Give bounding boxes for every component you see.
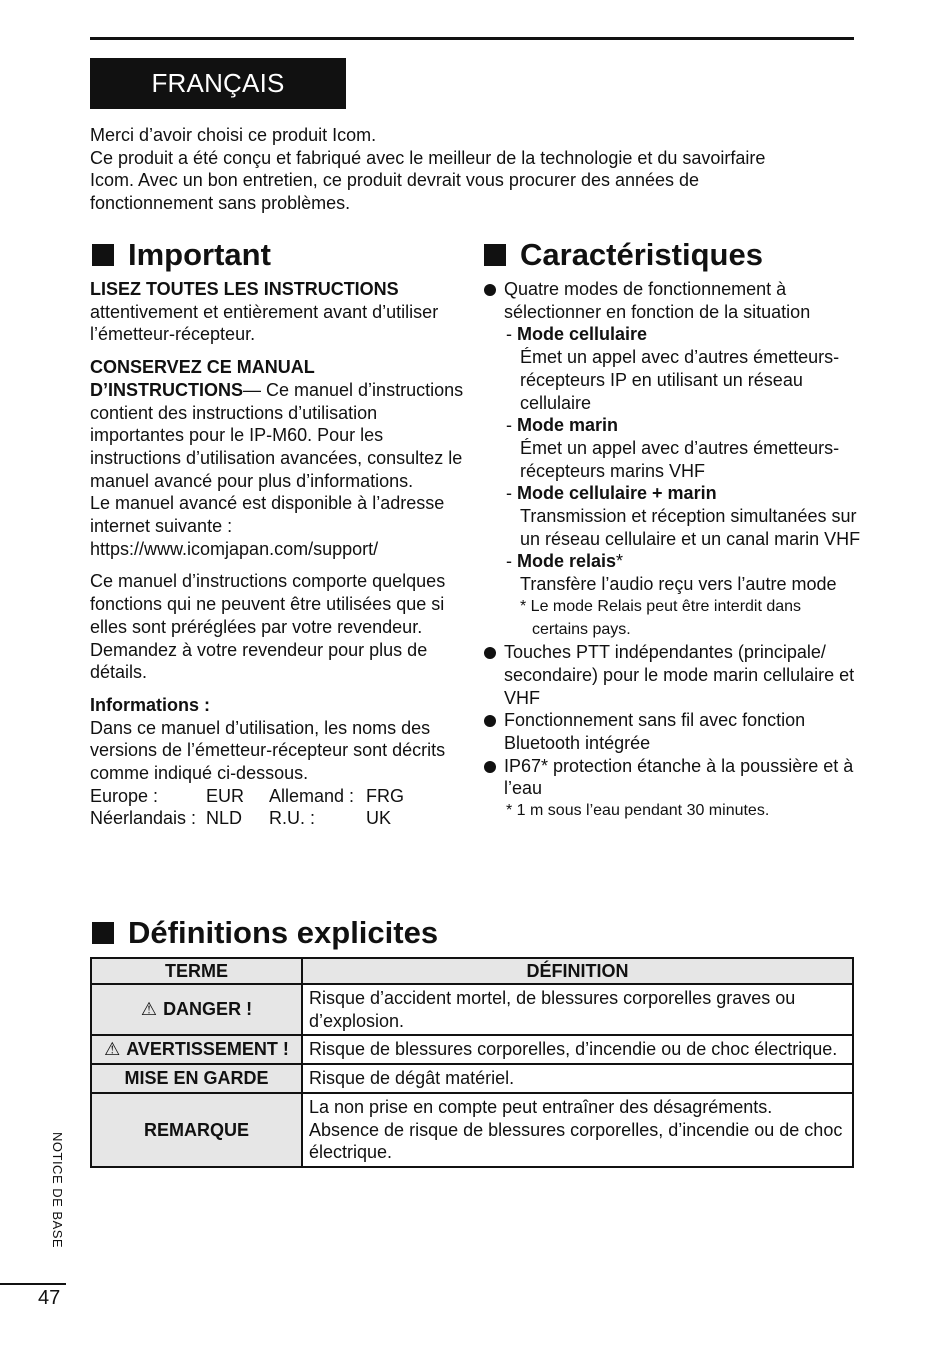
- read-heading: LISEZ TOUTES LES INSTRUCTIONS: [90, 279, 399, 299]
- intro-line: Icom. Avec un bon entretien, ce produit devrait vous procurer des années de: [90, 170, 700, 191]
- version-name: Allemand :: [269, 785, 355, 806]
- mode-description: Émet un appel avec d’autres émetteurs-récepteurs IP en utilisant un réseau cellulaire: [520, 347, 840, 413]
- mode-name: Mode cellulaire + marin: [517, 483, 717, 504]
- round-bullet-icon: [484, 761, 496, 773]
- dealer-text: Ce manuel d’instructions comporte quelques fonctions qui ne peuvent être utilisées que si elles sont préréglées par votre revendeur. Demandez à votre revendeur pour plus de détails.: [90, 571, 446, 683]
- warning-triangle-icon: ⚠: [104, 1039, 121, 1060]
- relay-note-cont: certains pays.: [532, 620, 631, 638]
- version-code: NLD: [206, 808, 243, 829]
- page-number-rule: [0, 1283, 66, 1285]
- feature-text: Touches PTT indépendantes (principale/ secondaire) pour le mode marin cellulaire et VHF: [504, 642, 855, 708]
- features-heading: [482, 236, 862, 274]
- term-cell: [91, 1093, 302, 1167]
- square-bullet-icon: [484, 244, 506, 266]
- mode-description: Transfère l’audio reçu vers l’autre mode: [520, 574, 837, 595]
- top-rule: [90, 37, 854, 40]
- version-list: [90, 785, 470, 830]
- feature-text: Quatre modes de fonctionnement à sélectionner en fonction de la situation: [504, 279, 811, 322]
- intro-line: fonctionnement sans problèmes.: [90, 193, 351, 214]
- side-section-label: NOTICE DE BASE: [50, 1132, 65, 1249]
- mode-description: Émet un appel avec d’autres émetteurs-récepteurs marins VHF: [520, 437, 840, 481]
- mode-name: Mode relais: [517, 551, 617, 572]
- intro-paragraph: [90, 124, 830, 215]
- page-number: 47: [38, 1287, 61, 1309]
- version-name: Néerlandais :: [90, 808, 197, 829]
- term-label: REMARQUE: [143, 1119, 249, 1140]
- round-bullet-icon: [484, 284, 496, 296]
- mode-name: Mode marin: [517, 415, 619, 436]
- square-bullet-icon: [92, 244, 114, 266]
- important-section: [90, 236, 470, 830]
- features-title: Caractéristiques: [520, 236, 763, 272]
- feature-item: [482, 755, 862, 800]
- keep-heading: CONSERVEZ CE MANUAL D’INSTRUCTIONS: [90, 357, 315, 400]
- term-label: MISE EN GARDE: [124, 1068, 269, 1089]
- version-name: Europe :: [90, 785, 159, 806]
- feature-text: Fonctionnement sans fil avec fonction Bluetooth intégrée: [504, 710, 806, 754]
- feature-item: [482, 278, 862, 323]
- ip-note: * 1 m sous l’eau pendant 30 minutes.: [506, 802, 770, 820]
- term-label: AVERTISSEMENT !: [126, 1039, 289, 1060]
- definitions-table: [90, 957, 854, 1168]
- info-block: [90, 694, 470, 785]
- feature-text: IP67* protection étanche à la poussière et à l’eau: [504, 755, 854, 799]
- table-row: [91, 1035, 853, 1064]
- version-code: UK: [366, 808, 392, 829]
- definition-cell: Risque de blessures corporelles, d’incendie ou de choc électrique.: [302, 1035, 853, 1064]
- support-url: https://www.icomjapan.com/support/: [90, 538, 379, 559]
- intro-line: Merci d’avoir choisi ce produit Icom.: [90, 125, 377, 145]
- warning-triangle-icon: ⚠: [140, 999, 158, 1020]
- version-code: EUR: [206, 785, 245, 806]
- mode-item: - Mode cellulaire + marin: [506, 483, 717, 504]
- keep-text: — Ce manuel d’instructions contient des instructions d’utilisation importantes pour le IP-M60. Pour les instructions d’utilisation avancées, consultez le manuel avancé pour plus d’informations.: [90, 379, 464, 491]
- relay-note: * Le mode Relais peut être interdit dans: [520, 597, 802, 615]
- definitions-title: Définitions explicites: [128, 915, 439, 950]
- info-text: Dans ce manuel d’utilisation, les noms des versions de l’émetteur-récepteur sont décrits comme indiqué ci-dessous.: [90, 717, 446, 784]
- mode-name: Mode cellulaire: [517, 324, 648, 345]
- mode-item: - Mode cellulaire: [506, 324, 648, 345]
- round-bullet-icon: [484, 647, 496, 659]
- read-instructions: [90, 278, 470, 346]
- keep-text-2: Le manuel avancé est disponible à l’adresse internet suivante :: [90, 493, 445, 537]
- feature-item: [482, 641, 862, 709]
- language-banner: FRANÇAIS: [90, 58, 346, 109]
- definitions-heading: [90, 914, 438, 952]
- mode-item: - Mode relais*: [506, 551, 624, 572]
- read-text: attentivement et entièrement avant d’utiliser l’émetteur-récepteur.: [90, 301, 439, 345]
- info-heading: Informations :: [90, 694, 210, 715]
- intro-line: Ce produit a été conçu et fabriqué avec le meilleur de la technologie et du savoirfaire: [90, 147, 766, 168]
- keep-manual: [90, 356, 470, 560]
- definition-cell: La non prise en compte peut entraîner des désagréments. Absence de risque de blessures corporelles, d’incendie ou de choc électrique.: [302, 1093, 853, 1167]
- term-label: DANGER !: [163, 999, 253, 1020]
- important-heading: [90, 236, 470, 274]
- square-bullet-icon: [92, 922, 114, 944]
- important-title: Important: [128, 236, 271, 272]
- table-row: [91, 984, 853, 1035]
- mode-item: - Mode marin: [506, 415, 619, 436]
- version-code: FRG: [366, 785, 404, 806]
- mode-footnote-mark: *: [616, 551, 624, 572]
- table-row: [91, 1093, 853, 1167]
- term-cell: [91, 1035, 302, 1064]
- term-cell: [91, 984, 302, 1035]
- features-section: [482, 236, 862, 823]
- mode-description: Transmission et réception simultanées sur un réseau cellulaire et un canal marin VHF: [520, 506, 861, 549]
- round-bullet-icon: [484, 715, 496, 727]
- table-header-row: [91, 958, 853, 984]
- definition-cell: Risque de dégât matériel.: [302, 1064, 853, 1093]
- column-header-term: TERME: [91, 958, 302, 984]
- term-cell: [91, 1064, 302, 1093]
- table-row: [91, 1064, 853, 1093]
- version-name: R.U. :: [269, 808, 316, 829]
- feature-item: [482, 709, 862, 754]
- column-header-definition: DÉFINITION: [302, 958, 853, 984]
- definition-cell: Risque d’accident mortel, de blessures corporelles graves ou d’explosion.: [302, 984, 853, 1035]
